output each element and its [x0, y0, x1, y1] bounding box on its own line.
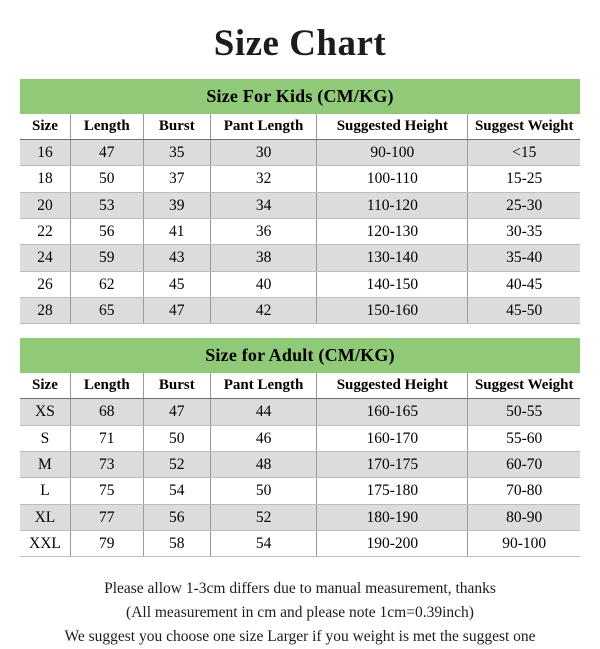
cell-size: 22	[20, 218, 70, 244]
cell-size: 16	[20, 139, 70, 165]
cell-length: 77	[70, 504, 143, 530]
cell-burst: 41	[143, 218, 210, 244]
cell-pant-length: 30	[210, 139, 316, 165]
cell-suggested-height: 150-160	[317, 298, 468, 324]
cell-length: 50	[70, 166, 143, 192]
cell-suggested-height: 160-165	[317, 399, 468, 425]
cell-suggest-weight: 60-70	[468, 451, 580, 477]
cell-suggest-weight: 45-50	[468, 298, 580, 324]
kids-size-table-block	[20, 79, 580, 324]
cell-burst: 37	[143, 166, 210, 192]
column-header-burst: Burst	[143, 373, 210, 398]
table-row	[20, 504, 580, 530]
cell-pant-length: 48	[210, 451, 316, 477]
note-line-2: (All measurement in cm and please note 1cm=0.39inch)	[126, 604, 474, 622]
cell-size: XS	[20, 399, 70, 425]
table-row	[20, 399, 580, 425]
column-header-size: Size	[20, 373, 70, 398]
adult-size-table-block	[20, 338, 580, 557]
cell-burst: 56	[143, 504, 210, 530]
cell-length: 68	[70, 399, 143, 425]
table-row	[20, 298, 580, 324]
cell-length: 75	[70, 478, 143, 504]
cell-size: S	[20, 425, 70, 451]
cell-length: 65	[70, 298, 143, 324]
cell-length: 71	[70, 425, 143, 451]
column-header-suggested-height: Suggested Height	[317, 114, 468, 139]
cell-burst: 54	[143, 478, 210, 504]
cell-pant-length: 52	[210, 504, 316, 530]
cell-suggest-weight: 70-80	[468, 478, 580, 504]
cell-suggest-weight: 80-90	[468, 504, 580, 530]
cell-size: 18	[20, 166, 70, 192]
cell-length: 59	[70, 245, 143, 271]
cell-suggest-weight: 25-30	[468, 192, 580, 218]
cell-burst: 39	[143, 192, 210, 218]
cell-length: 47	[70, 139, 143, 165]
cell-burst: 58	[143, 531, 210, 557]
table-row	[20, 166, 580, 192]
table-row	[20, 139, 580, 165]
cell-suggest-weight: 30-35	[468, 218, 580, 244]
kids-table-heading: Size For Kids (CM/KG)	[20, 79, 580, 114]
cell-pant-length: 40	[210, 271, 316, 297]
table-row	[20, 271, 580, 297]
column-header-pant-length: Pant Length	[210, 114, 316, 139]
column-header-pant-length: Pant Length	[210, 373, 316, 398]
table-row	[20, 478, 580, 504]
column-header-size: Size	[20, 114, 70, 139]
cell-suggest-weight: 40-45	[468, 271, 580, 297]
table-header-row	[20, 373, 580, 398]
cell-suggested-height: 120-130	[317, 218, 468, 244]
cell-pant-length: 34	[210, 192, 316, 218]
cell-suggested-height: 140-150	[317, 271, 468, 297]
cell-pant-length: 36	[210, 218, 316, 244]
cell-suggest-weight: 55-60	[468, 425, 580, 451]
note-line-1: Please allow 1-3cm differs due to manual measurement, thanks	[104, 580, 496, 598]
page-title: Size Chart	[213, 23, 387, 64]
cell-burst: 45	[143, 271, 210, 297]
cell-burst: 52	[143, 451, 210, 477]
cell-size: M	[20, 451, 70, 477]
adult-table-heading: Size for Adult (CM/KG)	[20, 338, 580, 373]
cell-burst: 50	[143, 425, 210, 451]
cell-pant-length: 54	[210, 531, 316, 557]
cell-pant-length: 46	[210, 425, 316, 451]
cell-suggested-height: 90-100	[317, 139, 468, 165]
table-spacer	[0, 324, 600, 338]
cell-suggest-weight: 15-25	[468, 166, 580, 192]
table-row	[20, 218, 580, 244]
table-row	[20, 451, 580, 477]
cell-suggested-height: 170-175	[317, 451, 468, 477]
cell-burst: 47	[143, 298, 210, 324]
cell-burst: 43	[143, 245, 210, 271]
cell-pant-length: 44	[210, 399, 316, 425]
cell-pant-length: 38	[210, 245, 316, 271]
cell-length: 73	[70, 451, 143, 477]
cell-burst: 47	[143, 399, 210, 425]
cell-size: XL	[20, 504, 70, 530]
table-header-row	[20, 114, 580, 139]
cell-pant-length: 42	[210, 298, 316, 324]
cell-suggest-weight: 50-55	[468, 399, 580, 425]
cell-size: 24	[20, 245, 70, 271]
cell-suggest-weight: 35-40	[468, 245, 580, 271]
cell-suggested-height: 190-200	[317, 531, 468, 557]
cell-length: 62	[70, 271, 143, 297]
cell-suggested-height: 130-140	[317, 245, 468, 271]
cell-suggested-height: 180-190	[317, 504, 468, 530]
table-row	[20, 531, 580, 557]
column-header-suggested-height: Suggested Height	[317, 373, 468, 398]
cell-suggested-height: 110-120	[317, 192, 468, 218]
cell-size: 20	[20, 192, 70, 218]
column-header-suggest-weight: Suggest Weight	[468, 373, 580, 398]
column-header-suggest-weight: Suggest Weight	[468, 114, 580, 139]
cell-length: 56	[70, 218, 143, 244]
note-line-3: We suggest you choose one size Larger if you weight is met the suggest one	[64, 628, 536, 646]
column-header-burst: Burst	[143, 114, 210, 139]
column-header-length: Length	[70, 373, 143, 398]
cell-size: L	[20, 478, 70, 504]
cell-length: 53	[70, 192, 143, 218]
column-header-length: Length	[70, 114, 143, 139]
footer-notes	[20, 557, 580, 649]
table-row	[20, 425, 580, 451]
cell-pant-length: 32	[210, 166, 316, 192]
cell-pant-length: 50	[210, 478, 316, 504]
table-row	[20, 192, 580, 218]
cell-size: XXL	[20, 531, 70, 557]
adult-size-table	[20, 373, 580, 557]
cell-length: 79	[70, 531, 143, 557]
cell-suggested-height: 175-180	[317, 478, 468, 504]
cell-size: 26	[20, 271, 70, 297]
cell-size: 28	[20, 298, 70, 324]
cell-suggest-weight: 90-100	[468, 531, 580, 557]
cell-suggested-height: 100-110	[317, 166, 468, 192]
kids-size-table	[20, 114, 580, 324]
cell-suggest-weight: <15	[468, 139, 580, 165]
table-row	[20, 245, 580, 271]
cell-suggested-height: 160-170	[317, 425, 468, 451]
cell-burst: 35	[143, 139, 210, 165]
